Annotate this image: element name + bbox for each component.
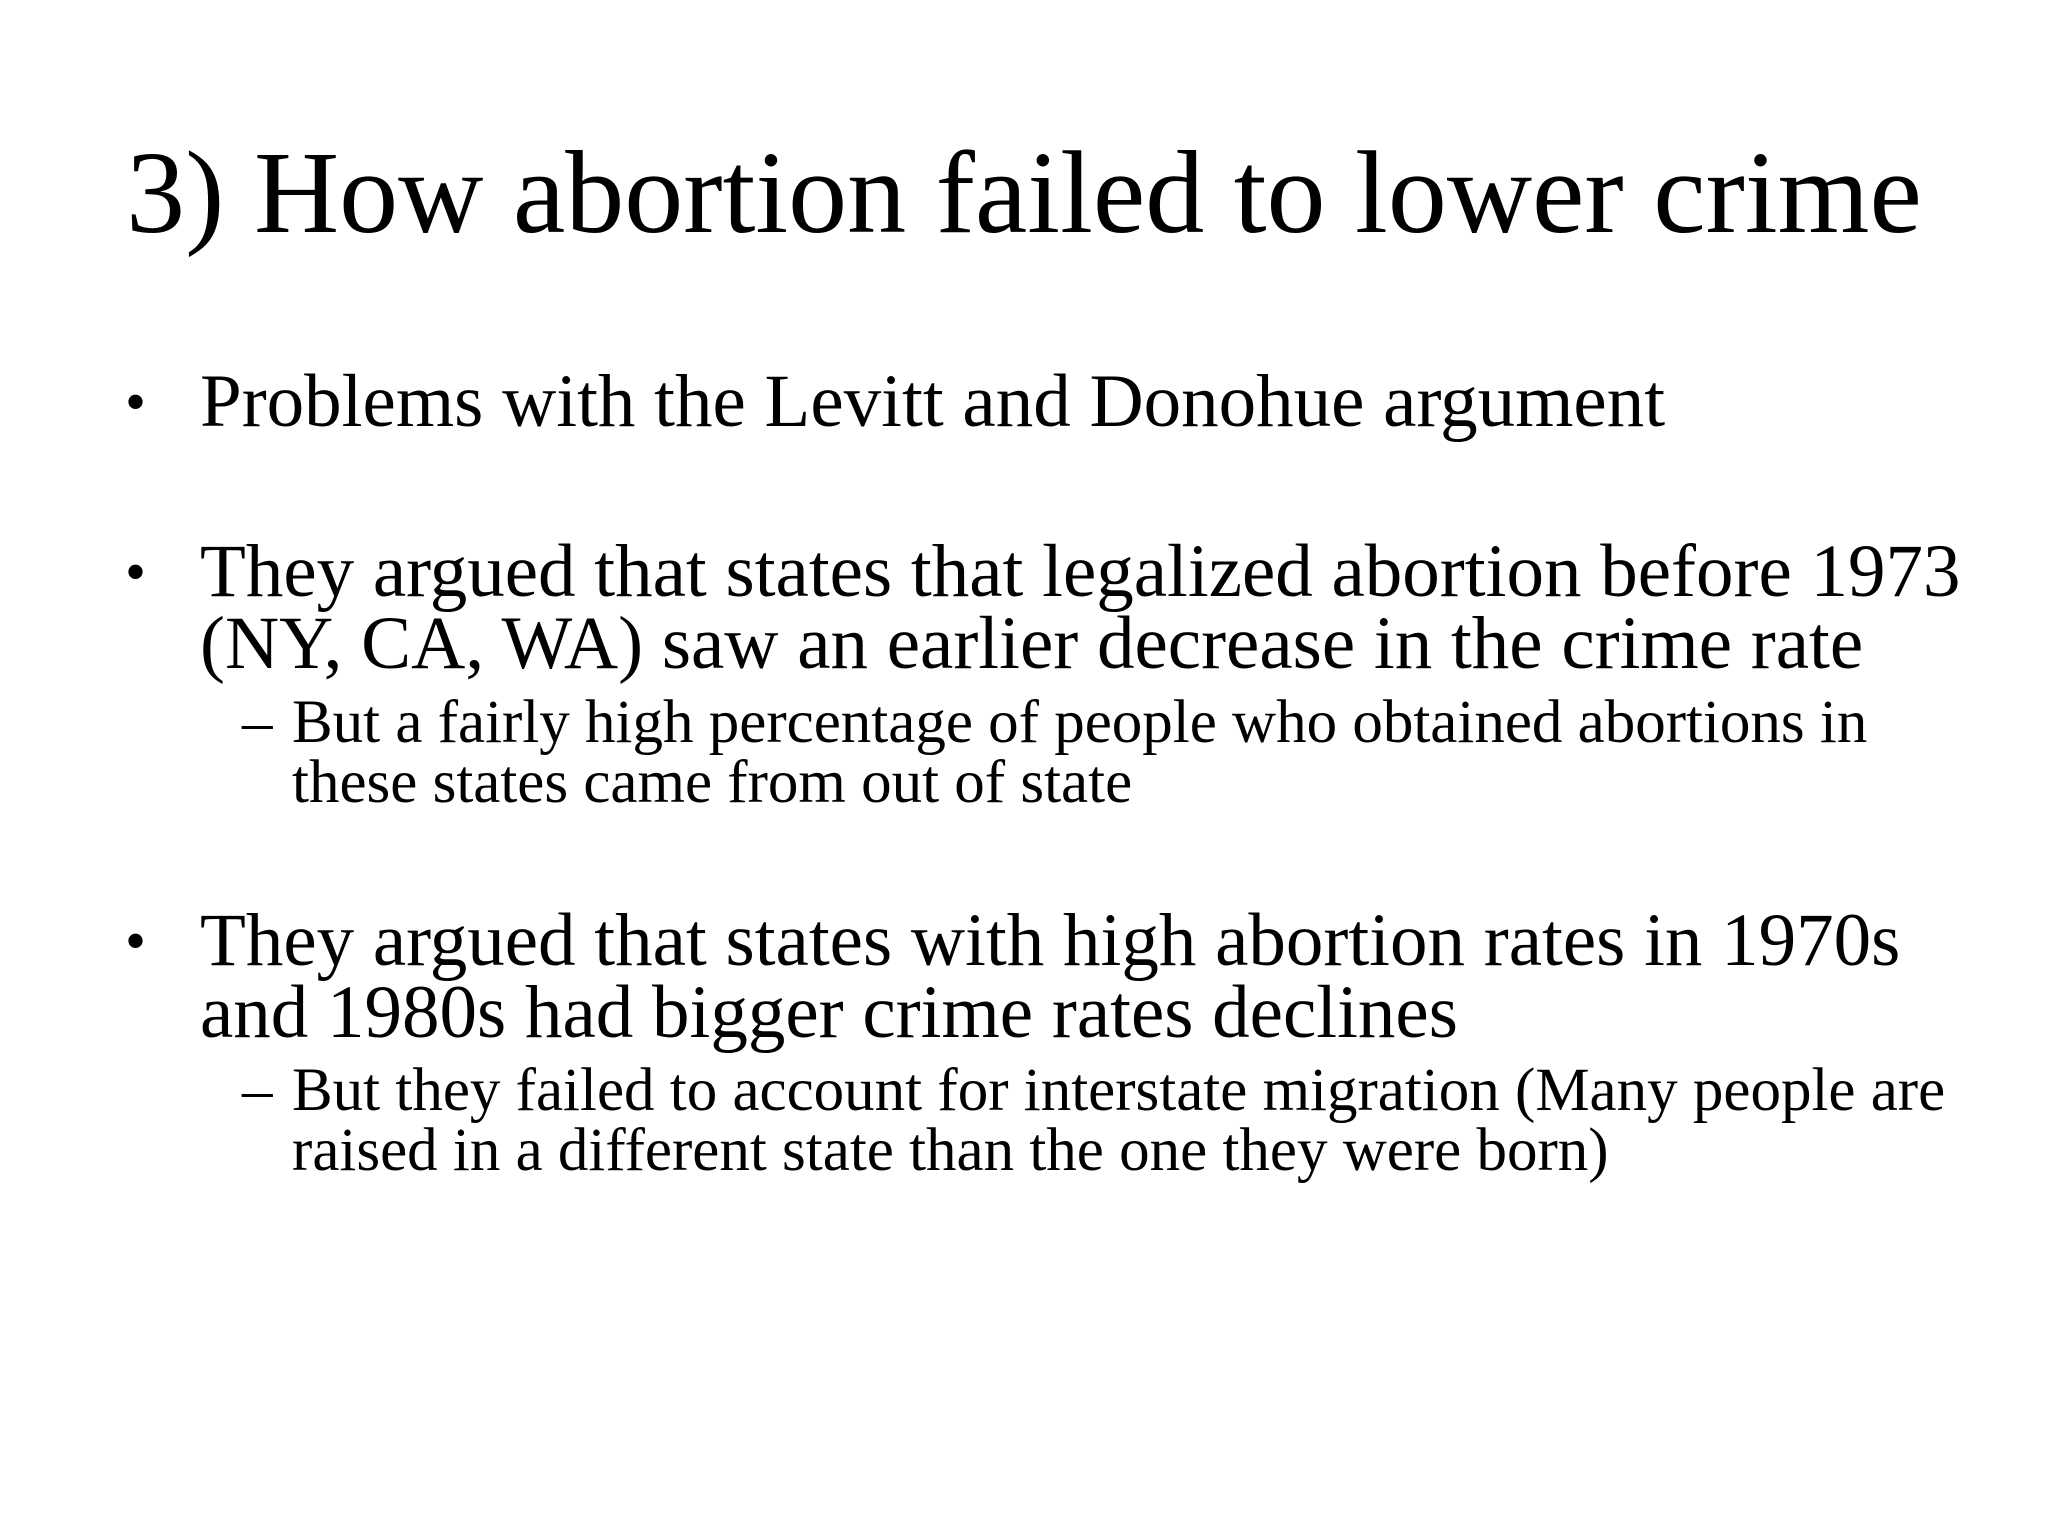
- bullet-text: They argued that states with high abortion rates in 1970s and 1980s had bigger crime rates declines: [200, 899, 1901, 1054]
- sub-bullet-item: [242, 1057, 1992, 1184]
- sub-bullet-marker: –: [242, 689, 273, 756]
- sub-bullet-item: [242, 689, 1992, 816]
- bullet-marker: •: [125, 369, 147, 435]
- bullet-marker: •: [125, 539, 147, 605]
- bullet-item: [125, 899, 1980, 1054]
- bullet-text: Problems with the Levitt and Donohue argument: [200, 360, 1666, 443]
- bullet-text: They argued that states that legalized abortion before 1973 (NY, CA, WA) saw an earlier decrease in the crime rate: [200, 530, 1961, 685]
- slide-title: 3) How abortion failed to lower crime: [126, 127, 1922, 258]
- sub-bullet-text: But they failed to account for interstate migration (Many people are raised in a different state than the one they were born): [292, 1057, 1946, 1184]
- sub-bullet-text: But a fairly high percentage of people who obtained abortions in these states came from out of state: [292, 689, 1868, 816]
- bullet-item: [125, 530, 1980, 685]
- bullet-item: [125, 360, 1980, 443]
- sub-bullet-marker: –: [242, 1057, 273, 1124]
- bullet-marker: •: [125, 908, 147, 974]
